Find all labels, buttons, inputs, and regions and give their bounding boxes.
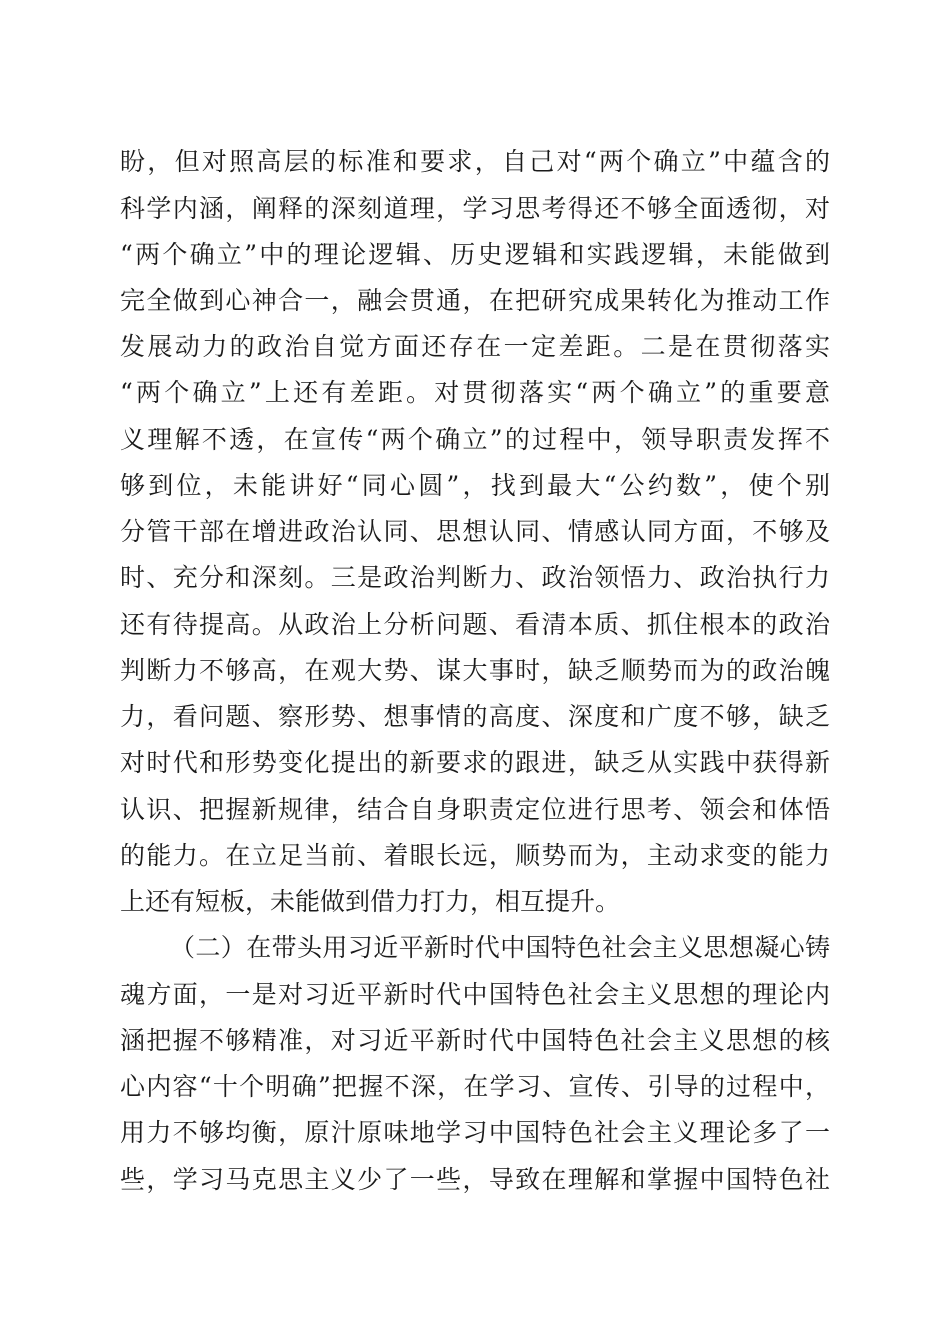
text-line: “两个确立”上还有差距。对贯彻落实“两个确立”的重要意 [120, 378, 830, 407]
text-line: 盼，但对照高层的标准和要求，自己对“两个确立”中蕴含的 [120, 147, 830, 176]
text-line: 力，看问题、察形势、想事情的高度、深度和广度不够，缺乏 [120, 702, 830, 731]
text-line: 用力不够均衡，原汁原味地学习中国特色社会主义理论多了一 [120, 1118, 830, 1147]
text-line: 上还有短板，未能做到借力打力，相互提升。 [120, 887, 621, 916]
text-line: 时、充分和深刻。三是政治判断力、政治领悟力、政治执行力 [120, 563, 830, 592]
text-line: 魂方面，一是对习近平新时代中国特色社会主义思想的理论内 [120, 980, 830, 1009]
text-line: 分管干部在增进政治认同、思想认同、情感认同方面，不够及 [120, 517, 830, 546]
text-line: 涵把握不够精准，对习近平新时代中国特色社会主义思想的核 [120, 1026, 830, 1055]
text-line: 些，学习马克思主义少了一些，导致在理解和掌握中国特色社 [120, 1165, 830, 1194]
text-line: 判断力不够高，在观大势、谋大事时，缺乏顺势而为的政治魄 [120, 656, 830, 685]
text-line: 心内容“十个明确”把握不深，在学习、宣传、引导的过程中， [120, 1072, 830, 1101]
text-line: 对时代和形势变化提出的新要求的跟进，缺乏从实践中获得新 [120, 748, 830, 777]
text-line: 科学内涵，阐释的深刻道理，学习思考得还不够全面透彻，对 [120, 194, 830, 223]
text-line: “两个确立”中的理论逻辑、历史逻辑和实践逻辑，未能做到 [120, 240, 830, 269]
text-line: 发展动力的政治自觉方面还存在一定差距。二是在贯彻落实 [120, 332, 830, 361]
text-line: 够到位，未能讲好“同心圆”，找到最大“公约数”，使个别 [120, 471, 830, 500]
section-heading-line: （二）在带头用习近平新时代中国特色社会主义思想凝心铸 [170, 933, 830, 962]
text-line: 完全做到心神合一，融会贯通，在把研究成果转化为推动工作 [120, 286, 830, 315]
text-line: 的能力。在立足当前、着眼长远，顺势而为，主动求变的能力 [120, 841, 830, 870]
text-line: 义理解不透，在宣传“两个确立”的过程中，领导职责发挥不 [120, 425, 830, 454]
text-line: 还有待提高。从政治上分析问题、看清本质、抓住根本的政治 [120, 610, 830, 639]
text-line: 认识、把握新规律，结合自身职责定位进行思考、领会和体悟 [120, 795, 830, 824]
